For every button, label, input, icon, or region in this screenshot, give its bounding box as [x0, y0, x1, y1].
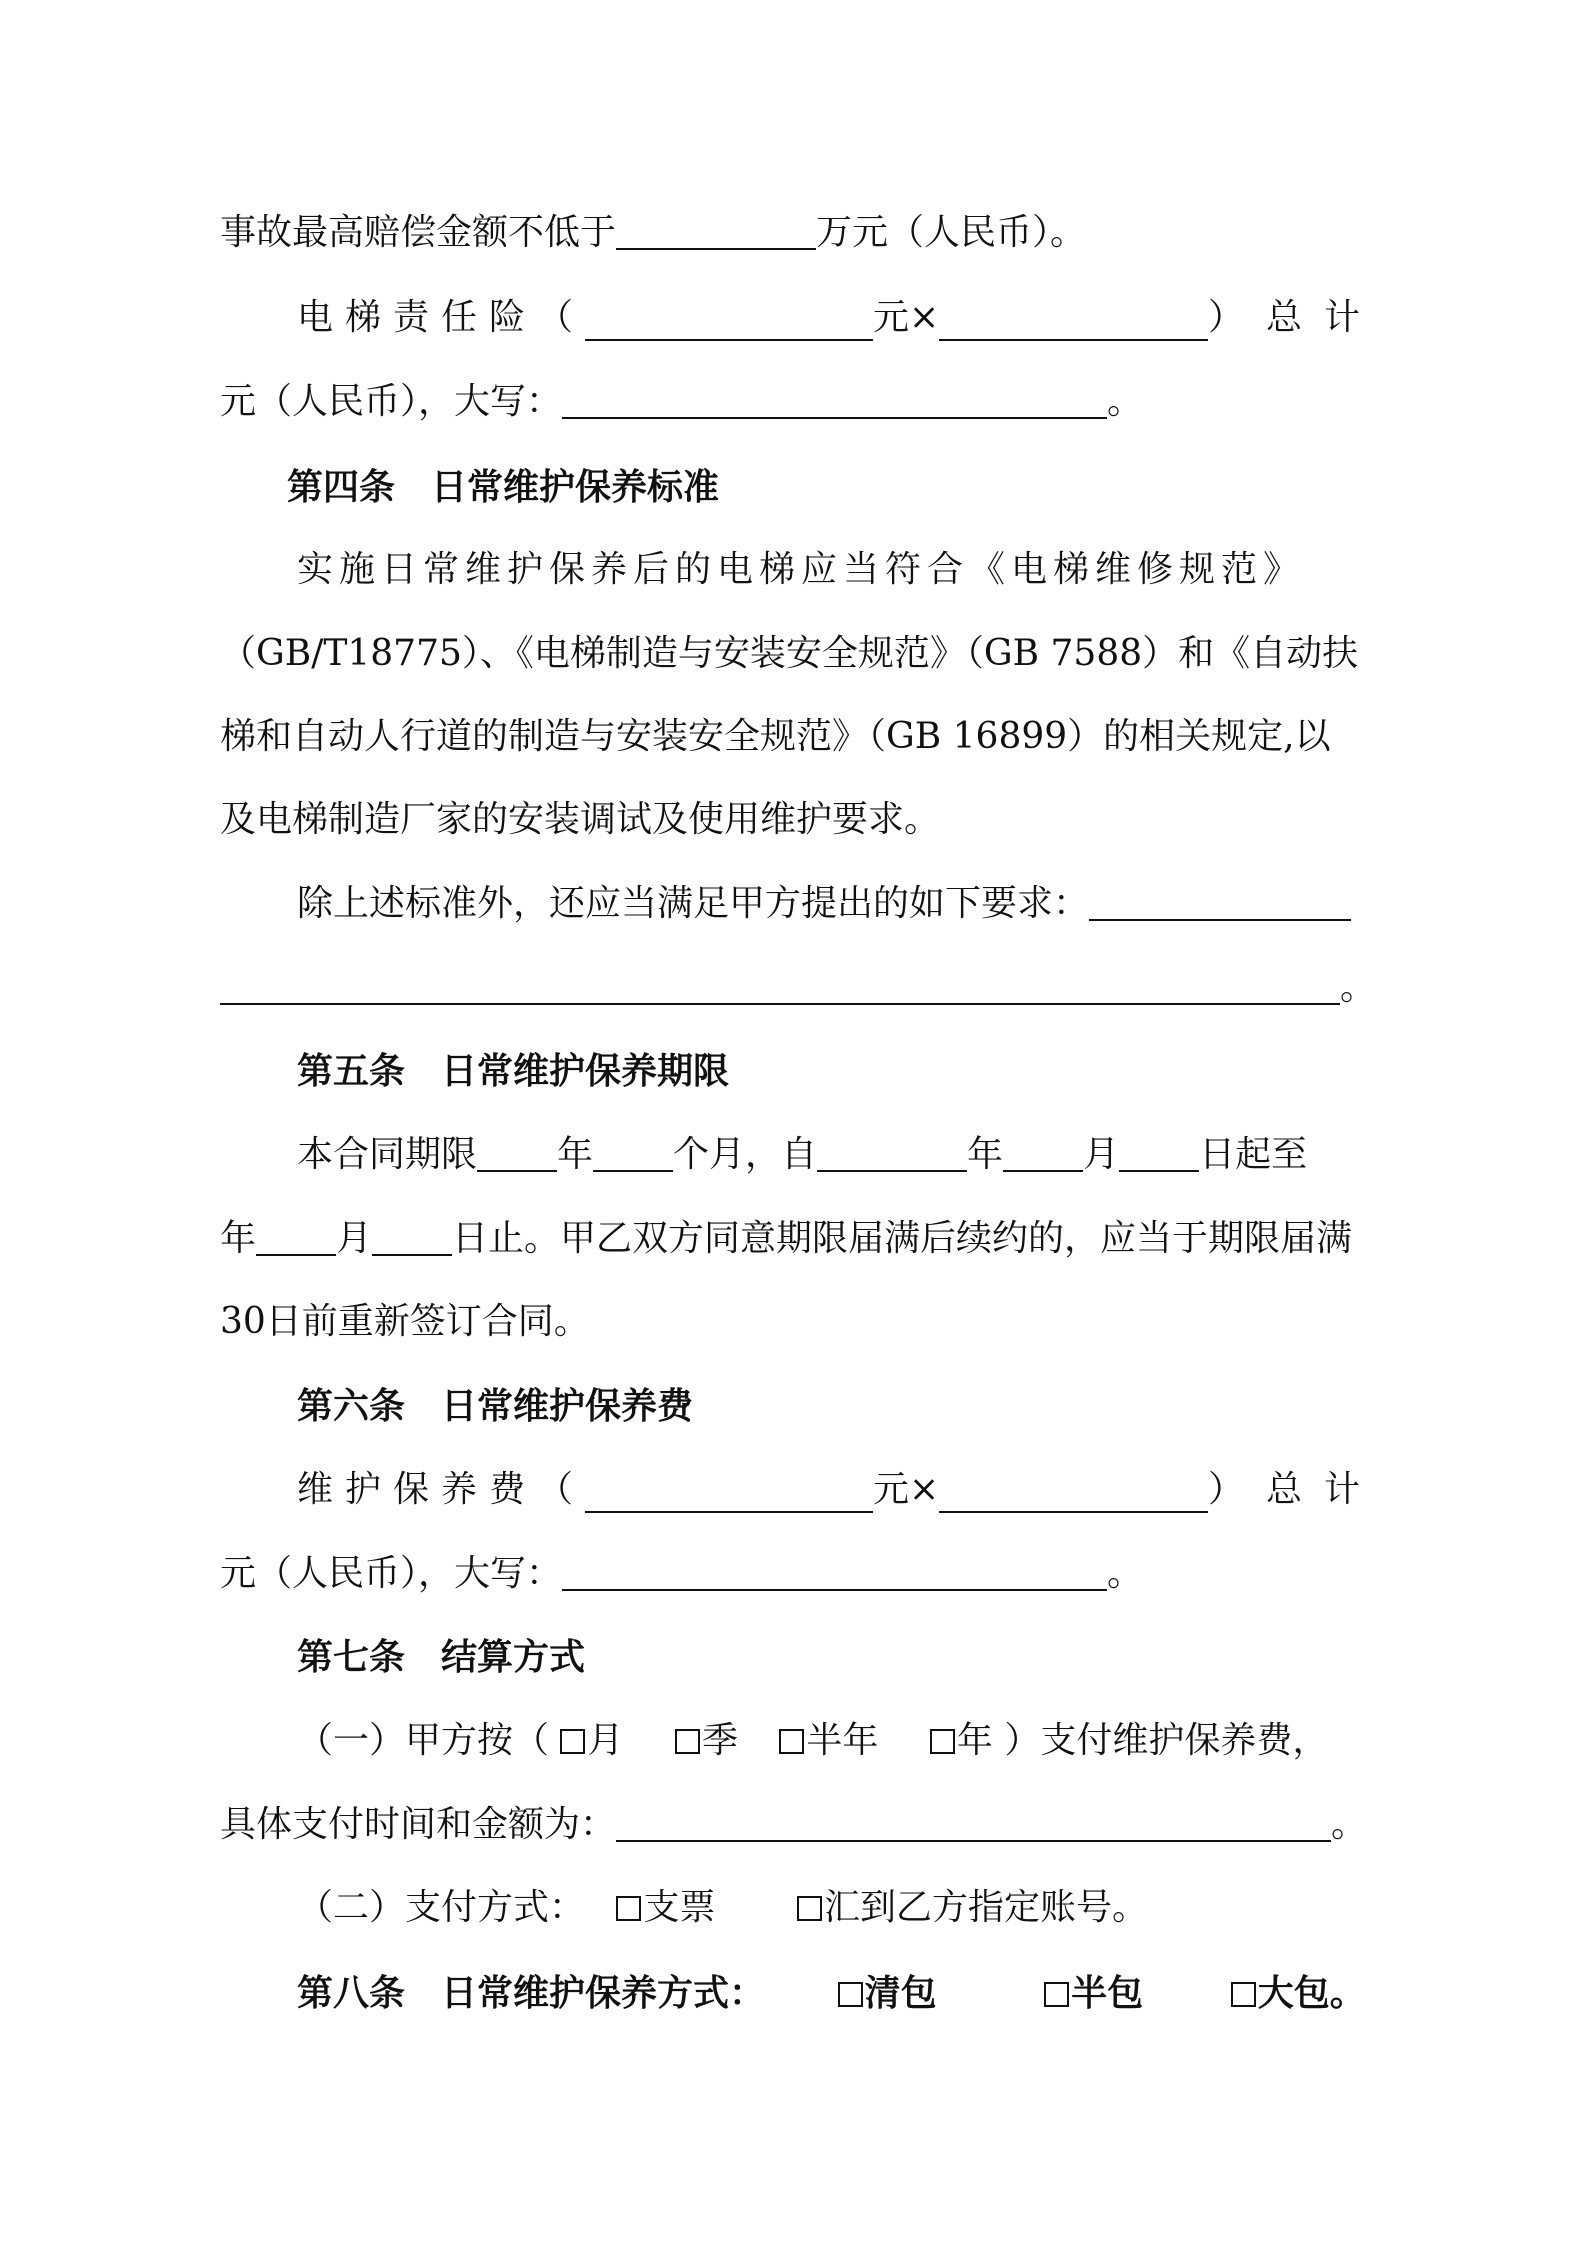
payment-detail-label: 具体支付时间和金额为：: [220, 1804, 617, 1845]
term-label: 本合同期限: [297, 1134, 478, 1175]
option-full-contract-label: 清包: [864, 1972, 937, 2014]
payment-detail-line: [220, 1795, 1382, 1855]
max-compensation-line: [220, 203, 1382, 263]
payment-detail-blank[interactable]: [616, 1796, 1331, 1842]
checkbox-year[interactable]: [930, 1729, 955, 1754]
fee-rmb-label: 元（人民币），大写：: [220, 1553, 563, 1594]
extra-requirements-label: 除上述标准外，还应当满足甲方提出的如下要求：: [297, 883, 1090, 924]
payment-period-suffix: ）支付维护保养费，: [1004, 1720, 1329, 1761]
month-label: 月: [1083, 1134, 1120, 1175]
contract-term-line-1: [297, 1125, 1382, 1185]
article-4-para-line-1: 实施日常维护保养后的电梯应当符合《电梯维修规范》: [297, 549, 1306, 590]
checkbox-quarter[interactable]: [675, 1729, 700, 1754]
checkbox-big-contract[interactable]: [1231, 1982, 1256, 2007]
article-4-para-line-2: （GB/T18775）、《电梯制造与安装安全规范》（GB 7588）和《自动扶: [220, 633, 1359, 674]
term-months-blank[interactable]: [593, 1126, 673, 1172]
insurance-capital-amount-blank[interactable]: [562, 373, 1107, 419]
checkbox-month[interactable]: [560, 1729, 585, 1754]
insurance-total-label: ）总计: [1207, 297, 1382, 338]
option-year-label: 年: [956, 1720, 993, 1761]
checkbox-transfer[interactable]: [797, 1896, 822, 1921]
amount-blank[interactable]: [616, 204, 816, 250]
checkbox-check[interactable]: [616, 1896, 641, 1921]
term-years-blank[interactable]: [477, 1126, 557, 1172]
year-label: 年: [557, 1134, 594, 1175]
article-4-para-line-3: 梯和自动人行道的制造与安装安全规范》（GB 16899）的相关规定,以: [220, 716, 1331, 757]
maintenance-fee-line-2: [220, 1544, 1382, 1604]
insurance-line-2: [220, 372, 1382, 432]
checkbox-half-year[interactable]: [779, 1729, 804, 1754]
option-half-year-label: 半年: [806, 1720, 879, 1761]
period: 。: [1331, 1804, 1368, 1845]
fee-quantity-blank[interactable]: [939, 1467, 1208, 1513]
payment-period-label: （一）甲方按（: [297, 1720, 550, 1761]
renewal-text: 日止。甲乙双方同意期限届满后续约的，应当于期限届满: [452, 1218, 1353, 1259]
option-quarter-label: 季: [701, 1720, 738, 1761]
period: 。: [1340, 967, 1377, 1008]
option-transfer-label: 汇到乙方指定账号。: [823, 1887, 1148, 1928]
day-to-label: 日起至: [1199, 1134, 1308, 1175]
unit-text: 万元（人民币）。: [816, 212, 1087, 253]
payment-method-label: （二）支付方式：: [297, 1887, 586, 1928]
checkbox-full-contract[interactable]: [838, 1982, 863, 2007]
article-8-title: 第八条 日常维护保养方式：: [297, 1972, 766, 2014]
maintenance-fee-line: [297, 1460, 1382, 1520]
fee-total-label: ）总计: [1207, 1469, 1382, 1510]
year-label: 年: [220, 1218, 257, 1259]
article-5-title: 第五条 日常维护保养期限: [297, 1050, 730, 1092]
fee-capital-amount-blank[interactable]: [562, 1545, 1107, 1591]
insurance-label: 电梯责任险（: [297, 297, 586, 338]
article-7-title: 第七条 结算方式: [297, 1636, 586, 1678]
end-day-blank[interactable]: [372, 1210, 452, 1256]
article-4-extra-requirements: [297, 874, 1382, 934]
article-4-title: 第四条 日常维护保养标准: [287, 466, 720, 508]
insurance-rmb-label: 元（人民币），大写：: [220, 381, 563, 422]
contract-term-line-2: [220, 1209, 1382, 1269]
option-check-label: 支票: [643, 1887, 716, 1928]
start-year-blank[interactable]: [817, 1126, 967, 1172]
year-label: 年: [967, 1134, 1004, 1175]
start-day-blank[interactable]: [1119, 1126, 1199, 1172]
insurance-unit-price-blank[interactable]: [585, 295, 873, 341]
option-big-contract-label: 大包。: [1257, 1972, 1366, 2014]
article-6-title: 第六条 日常维护保养费: [297, 1385, 694, 1427]
month-label: 月: [336, 1218, 373, 1259]
extra-requirements-blank-1[interactable]: [1089, 875, 1351, 921]
payment-method-line: [297, 1878, 1459, 1938]
period: 。: [1107, 381, 1144, 422]
option-half-contract-label: 半包: [1071, 1972, 1144, 2014]
payment-period-line: [297, 1711, 1459, 1771]
start-month-blank[interactable]: [1003, 1126, 1083, 1172]
fee-unit-price-blank[interactable]: [585, 1467, 873, 1513]
contract-term-line-3: 30日前重新签订合同。: [220, 1301, 590, 1342]
insurance-yuan-x: 元×: [873, 297, 940, 338]
article-4-para-line-4: 及电梯制造厂家的安装调试及使用维护要求。: [220, 799, 941, 840]
article-8-line: [297, 1963, 1459, 2023]
option-month-label: 月: [587, 1720, 624, 1761]
period: 。: [1107, 1553, 1144, 1594]
article-4-extra-requirements-line-2: [220, 958, 1382, 1018]
insurance-line: [297, 288, 1382, 348]
insurance-quantity-blank[interactable]: [939, 295, 1208, 341]
months-from-label: 个月，自: [673, 1134, 818, 1175]
max-compensation-text: 事故最高赔偿金额不低于: [220, 212, 617, 253]
fee-yuan-x: 元×: [873, 1469, 940, 1510]
end-month-blank[interactable]: [256, 1210, 336, 1256]
checkbox-half-contract[interactable]: [1044, 1982, 1069, 2007]
extra-requirements-blank-2[interactable]: [220, 959, 1340, 1005]
maintenance-fee-label: 维护保养费（: [297, 1469, 586, 1510]
